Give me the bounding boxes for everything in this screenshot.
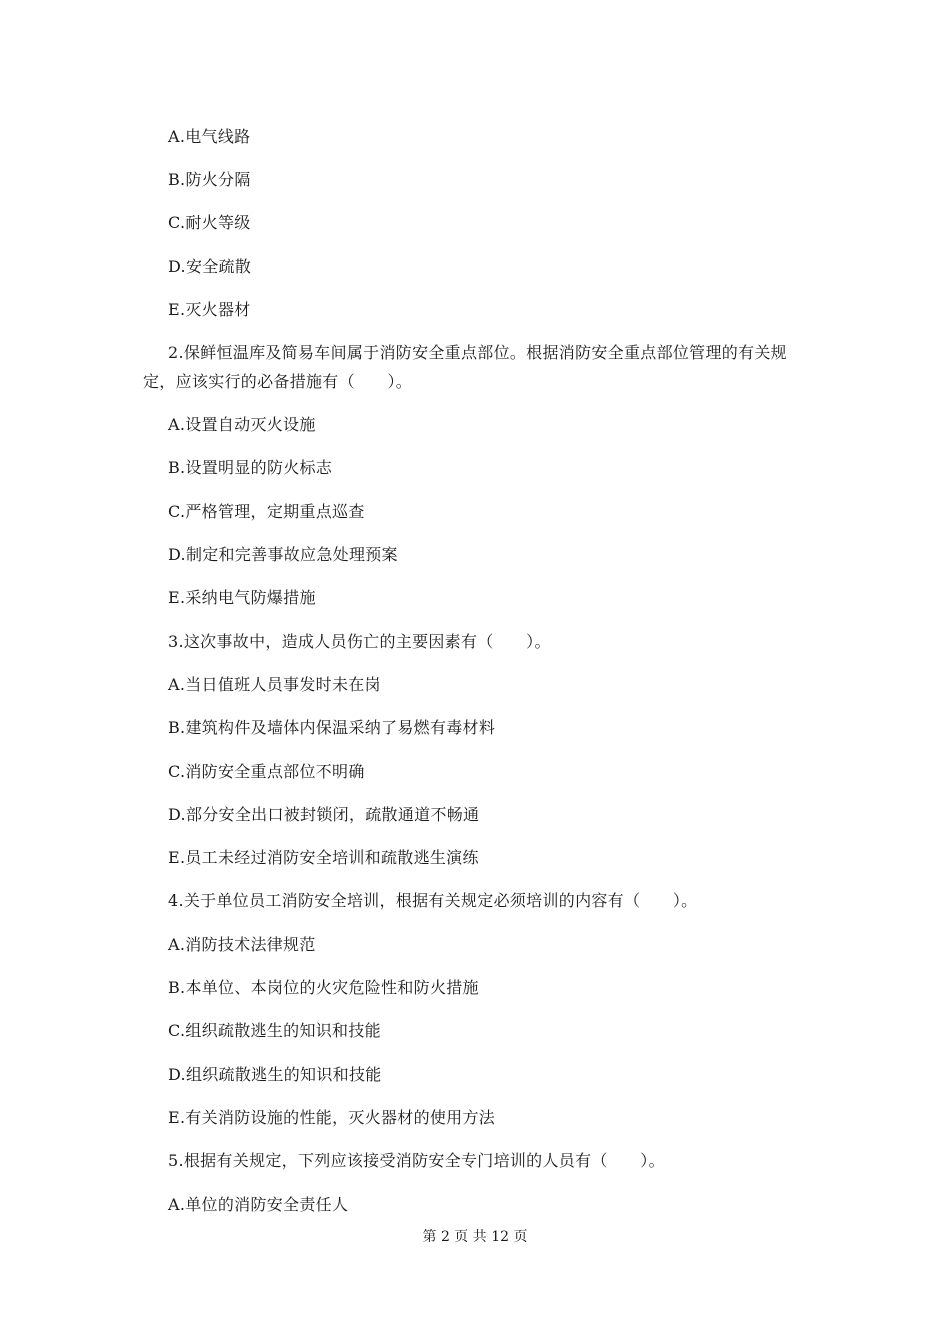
q4-option-e: E.有关消防设施的性能，灭火器材的使用方法	[168, 1108, 496, 1127]
question-5: 5.根据有关规定，下列应该接受消防安全专门培训的人员有（ ）。	[168, 1151, 665, 1170]
q3-option-e: E.员工未经过消防安全培训和疏散逃生演练	[168, 848, 479, 867]
option-e-extinguisher: E.灭火器材	[168, 300, 251, 319]
q4-option-d: D.组织疏散逃生的知识和技能	[168, 1065, 382, 1084]
q4-option-c: C.组织疏散逃生的知识和技能	[168, 1021, 381, 1040]
q4-option-a: A.消防技术法律规范	[168, 935, 316, 954]
q2-option-b: B.设置明显的防火标志	[168, 458, 333, 477]
q3-option-d: D.部分安全出口被封锁闭，疏散通道不畅通	[168, 805, 480, 824]
option-b-fire-separation: B.防火分隔	[168, 170, 251, 189]
q2-option-d: D.制定和完善事故应急处理预案	[168, 545, 398, 564]
q5-option-a: A.单位的消防安全责任人	[168, 1195, 349, 1214]
option-c-fire-rating: C.耐火等级	[168, 213, 251, 232]
q3-option-a: A.当日值班人员事发时未在岗	[168, 675, 381, 694]
question-4: 4.关于单位员工消防安全培训，根据有关规定必须培训的内容有（ ）。	[168, 891, 698, 910]
question-2-line-2: 定，应该实行的必备措施有（ ）。	[143, 372, 413, 391]
q2-option-a: A.设置自动灭火设施	[168, 415, 316, 434]
q2-option-c: C.严格管理，定期重点巡查	[168, 502, 365, 521]
page-footer: 第 2 页 共 12 页	[422, 1229, 528, 1245]
option-a-electrical: A.电气线路	[168, 127, 251, 146]
q4-option-b: B.本单位、本岗位的火灾危险性和防火措施	[168, 978, 479, 997]
q2-option-e: E.采纳电气防爆措施	[168, 588, 316, 607]
question-2-line-1: 2.保鲜恒温库及简易车间属于消防安全重点部位。根据消防安全重点部位管理的有关规	[168, 343, 787, 362]
question-3: 3.这次事故中，造成人员伤亡的主要因素有（ ）。	[168, 632, 551, 651]
q3-option-c: C.消防安全重点部位不明确	[168, 762, 365, 781]
q3-option-b: B.建筑构件及墙体内保温采纳了易燃有毒材料	[168, 718, 496, 737]
option-d-evacuation: D.安全疏散	[168, 257, 252, 276]
